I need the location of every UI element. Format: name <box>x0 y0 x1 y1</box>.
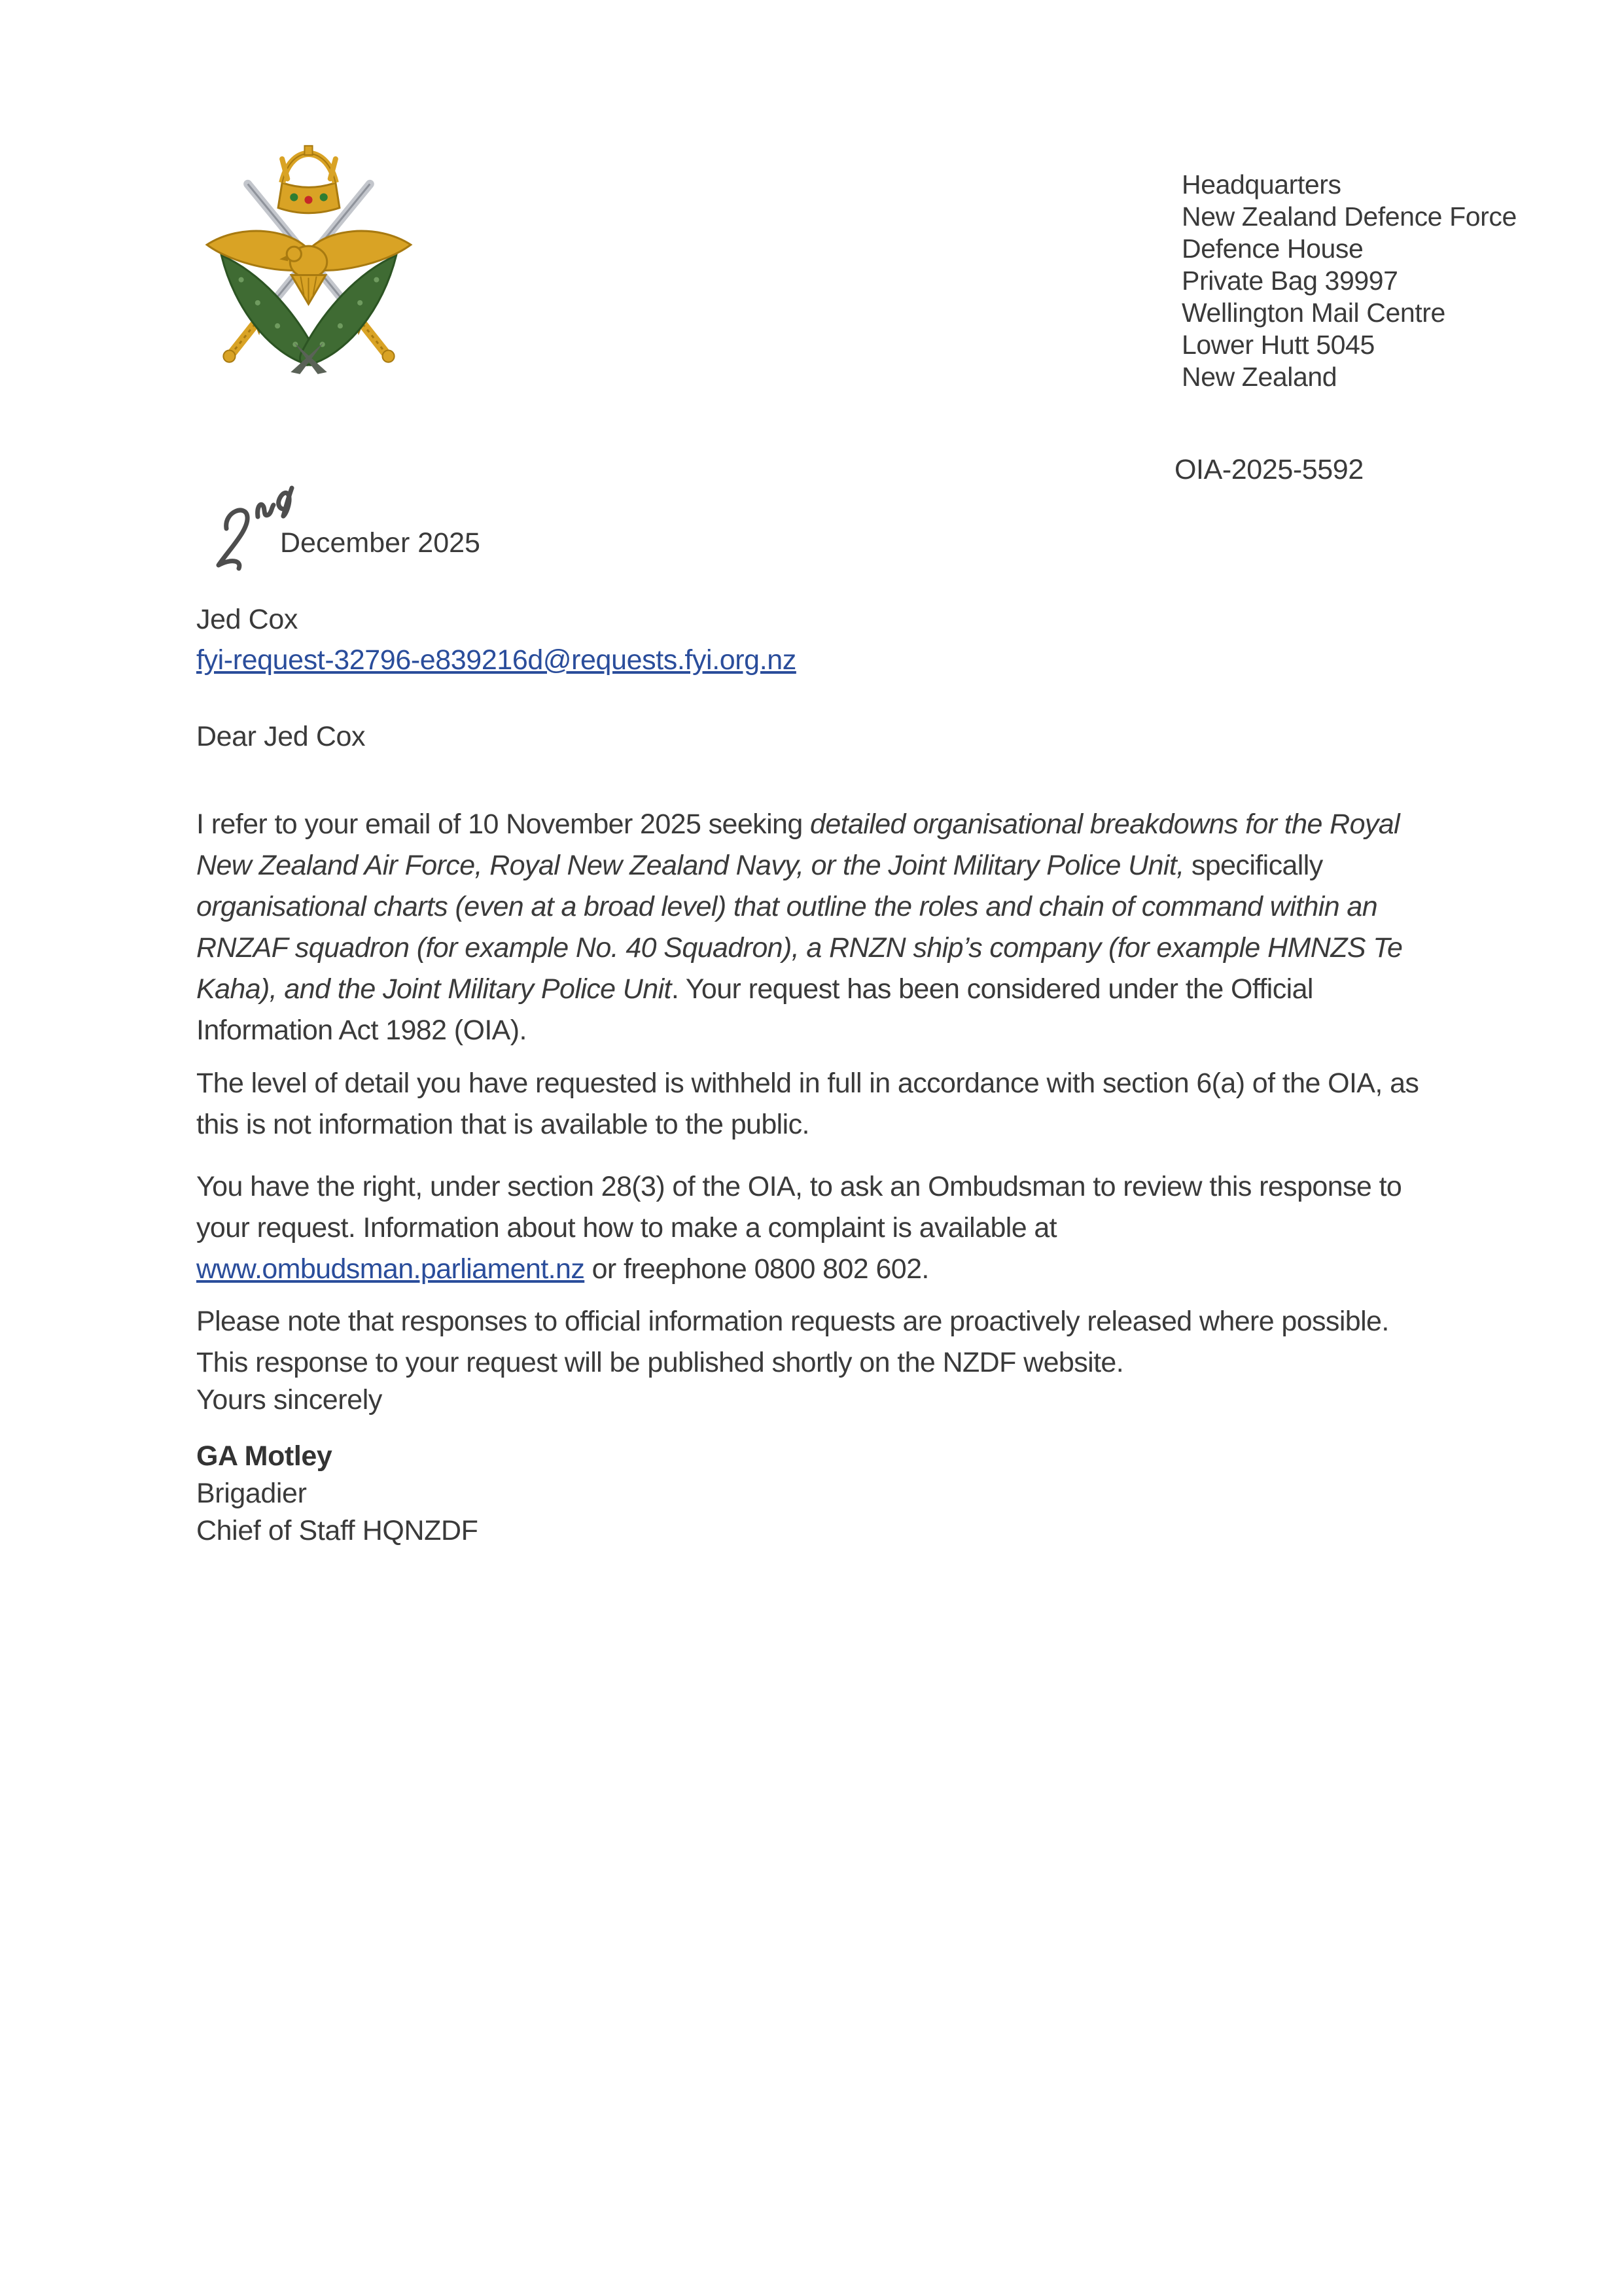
sender-address <box>1182 169 1517 393</box>
recipient-email-link[interactable]: fyi-request-32796-e839216d@requests.fyi.org.nz <box>196 644 796 676</box>
body-text: specifically <box>1184 850 1323 881</box>
body-text: You have the right, under section 28(3) of the OIA, to ask an Ombudsman to review this response to your request. Information about how to make a complaint is available at <box>196 1171 1402 1244</box>
salutation: Dear Jed Cox <box>196 721 366 752</box>
address-line: Headquarters <box>1182 169 1341 200</box>
body-text: I refer to your email of 10 November 2025 seeking <box>196 809 811 840</box>
quoted-request-text: detailed organisational breakdowns for the Royal New Zealand Air Force, Royal New Zealand Navy, or the Joint Military Police Unit, <box>196 809 1400 881</box>
ombudsman-website-link[interactable]: www.ombudsman.parliament.nz <box>196 1253 585 1285</box>
body-paragraph-4: Please note that responses to official information requests are proactively released where possible. This response to your request will be published shortly on the NZDF website. <box>196 1306 1389 1378</box>
signatory-name: GA Motley <box>196 1440 332 1472</box>
letter-date: December 2025 <box>280 527 480 559</box>
address-line: New Zealand <box>1182 362 1337 392</box>
address-line: New Zealand Defence Force <box>1182 201 1517 232</box>
signatory-title: Chief of Staff HQNZDF <box>196 1515 478 1546</box>
quoted-request-text: organisational charts (even at a broad level) that outline the roles and chain of command within an RNZAF squadron (for example No. 40 Squadron), a RNZN ship’s company (for example HMNZS Te Kaha), and the Joint Military Police Unit <box>196 891 1403 1005</box>
body-paragraph-3 <box>196 1166 1443 1290</box>
nzdf-crest-icon <box>195 144 423 399</box>
signatory-rank: Brigadier <box>196 1478 307 1509</box>
recipient-name: Jed Cox <box>196 604 298 635</box>
address-line: Private Bag 39997 <box>1182 266 1398 296</box>
nzdf-crest-graphic <box>195 144 423 399</box>
body-text: or freephone 0800 802 602. <box>584 1253 929 1285</box>
address-line: Lower Hutt 5045 <box>1182 330 1375 360</box>
address-line: Defence House <box>1182 234 1364 264</box>
address-line: Wellington Mail Centre <box>1182 298 1445 328</box>
oia-reference: OIA-2025-5592 <box>1174 454 1364 485</box>
body-text: . Your request has been considered under the Official Information Act 1982 (OIA). <box>196 973 1313 1046</box>
crown-icon <box>278 146 340 213</box>
body-paragraph-1 <box>196 804 1443 1051</box>
body-paragraph-2: The level of detail you have requested is withheld in full in accordance with section 6(a) of the OIA, as this is not information that is available to the public. <box>196 1068 1419 1140</box>
valediction: Yours sincerely <box>196 1384 382 1416</box>
